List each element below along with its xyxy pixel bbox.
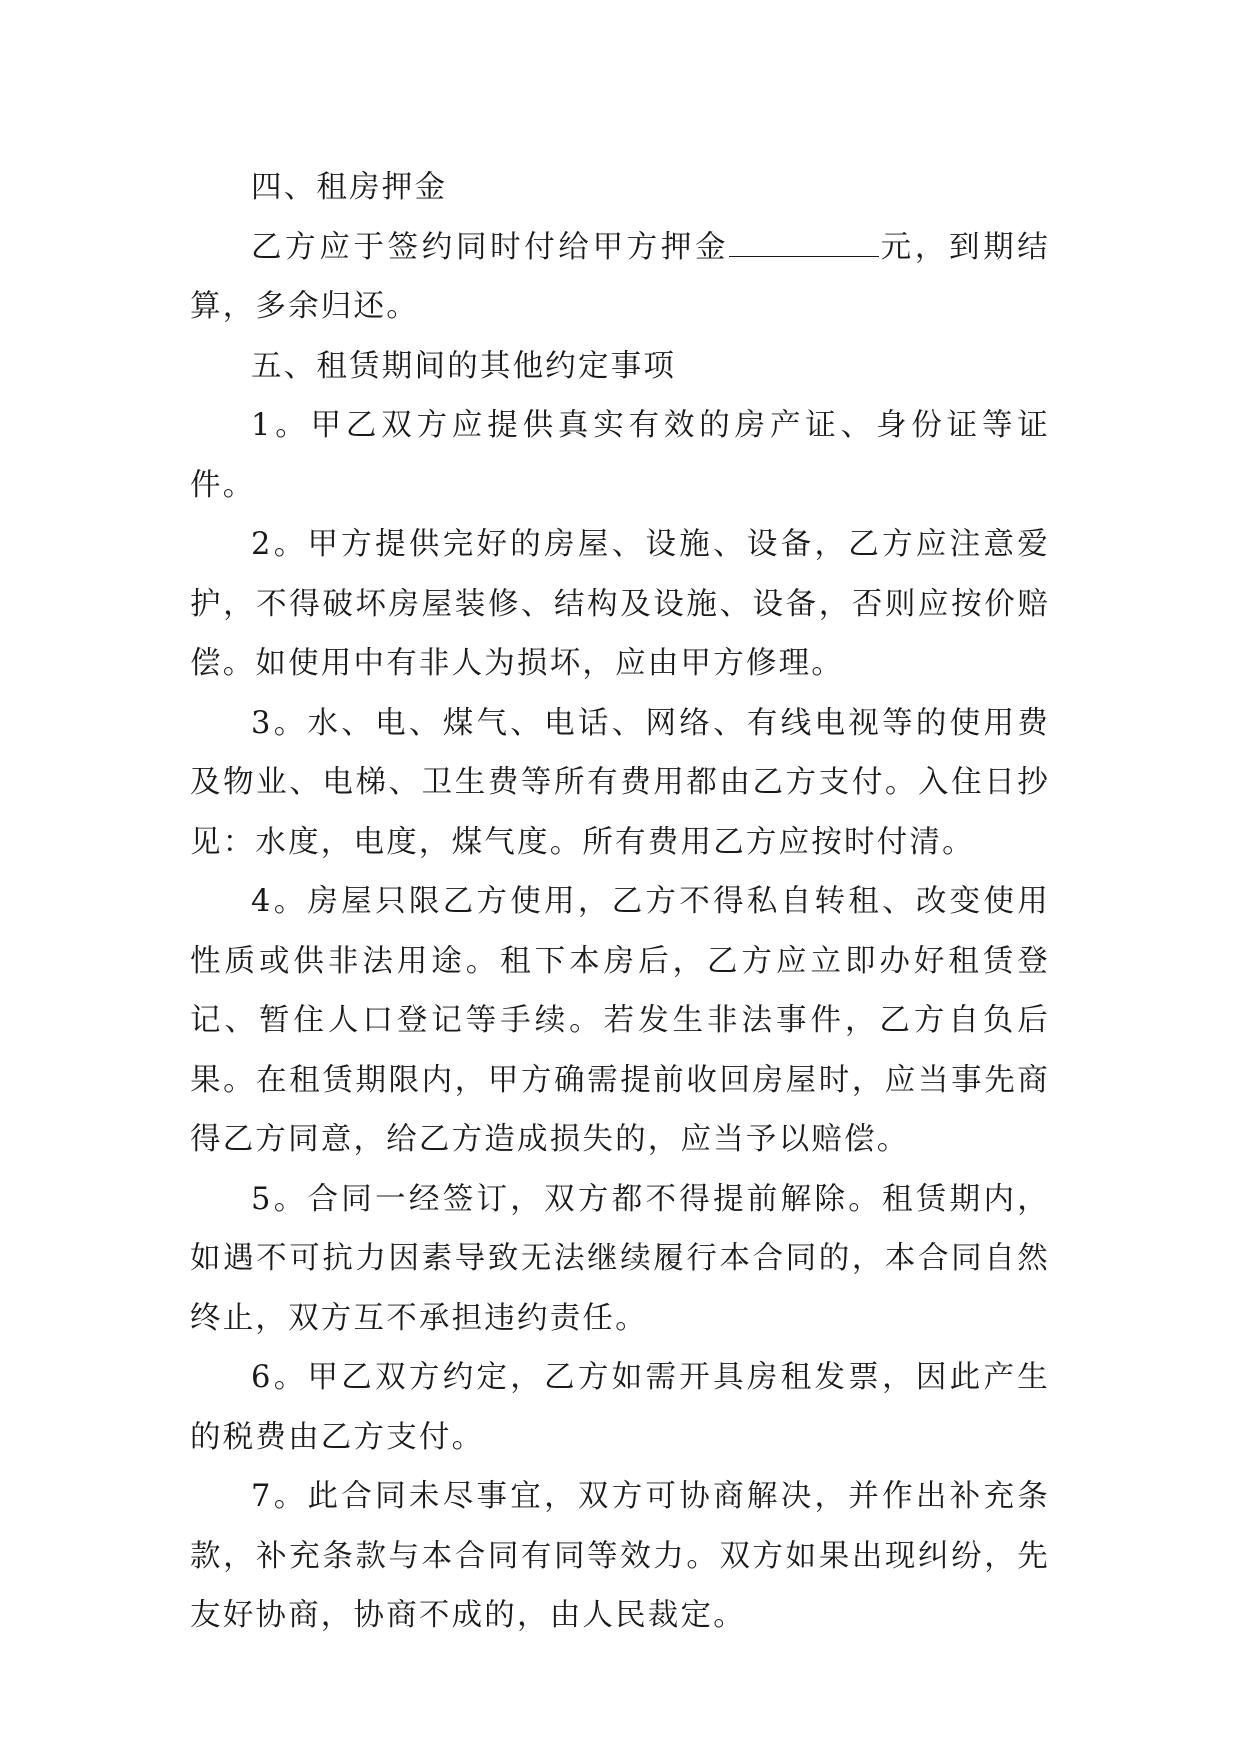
clause-1: 1。甲乙双方应提供真实有效的房产证、身份证等证件。 (190, 408, 1050, 503)
document-body (190, 158, 1050, 1646)
clause-4: 4。房屋只限乙方使用，乙方不得私自转租、改变使用性质或供非法用途。租下本房后，乙方应立即办好租赁登记、暂住人口登记等手续。若发生非法事件，乙方自负后果。在租赁期限内，甲方确需提前收回房屋时，应当事先商得乙方同意，给乙方造成损失的，应当予以赔偿。 (190, 884, 1050, 1157)
deposit-clause-text-before: 乙方应于签约同时付给甲方押金 (251, 229, 730, 265)
deposit-clause (190, 218, 1050, 337)
clause-7: 7。此合同未尽事宜，双方可协商解决，并作出补充条款，补充条款与本合同有同等效力。双方如果出现纠纷，先友好协商，协商不成的，由人民裁定。 (190, 1479, 1050, 1633)
clause-3: 3。水、电、煤气、电话、网络、有线电视等的使用费及物业、电梯、卫生费等所有费用都由乙方支付。入住日抄见：水度，电度，煤气度。所有费用乙方应按时付清。 (190, 705, 1050, 860)
section-heading-other-terms: 五、租赁期间的其他约定事项 (251, 348, 677, 384)
section-heading-deposit: 四、租房押金 (251, 170, 448, 205)
deposit-amount-blank (729, 228, 879, 256)
clause-2: 2。甲方提供完好的房屋、设施、设备，乙方应注意爱护，不得破坏房屋装修、结构及设施、设备，否则应按价赔偿。如使用中有非人为损坏，应由甲方修理。 (190, 527, 1050, 681)
clause-5: 5。合同一经签订，双方都不得提前解除。租赁期内，如遇不可抗力因素导致无法继续履行本合同的，本合同自然终止，双方互不承担违约责任。 (190, 1181, 1050, 1336)
deposit-clause-text-after: 元，到期结算，多余归还。 (190, 229, 1050, 324)
clause-6: 6。甲乙双方约定，乙方如需开具房租发票，因此产生的税费由乙方支付。 (190, 1360, 1050, 1455)
